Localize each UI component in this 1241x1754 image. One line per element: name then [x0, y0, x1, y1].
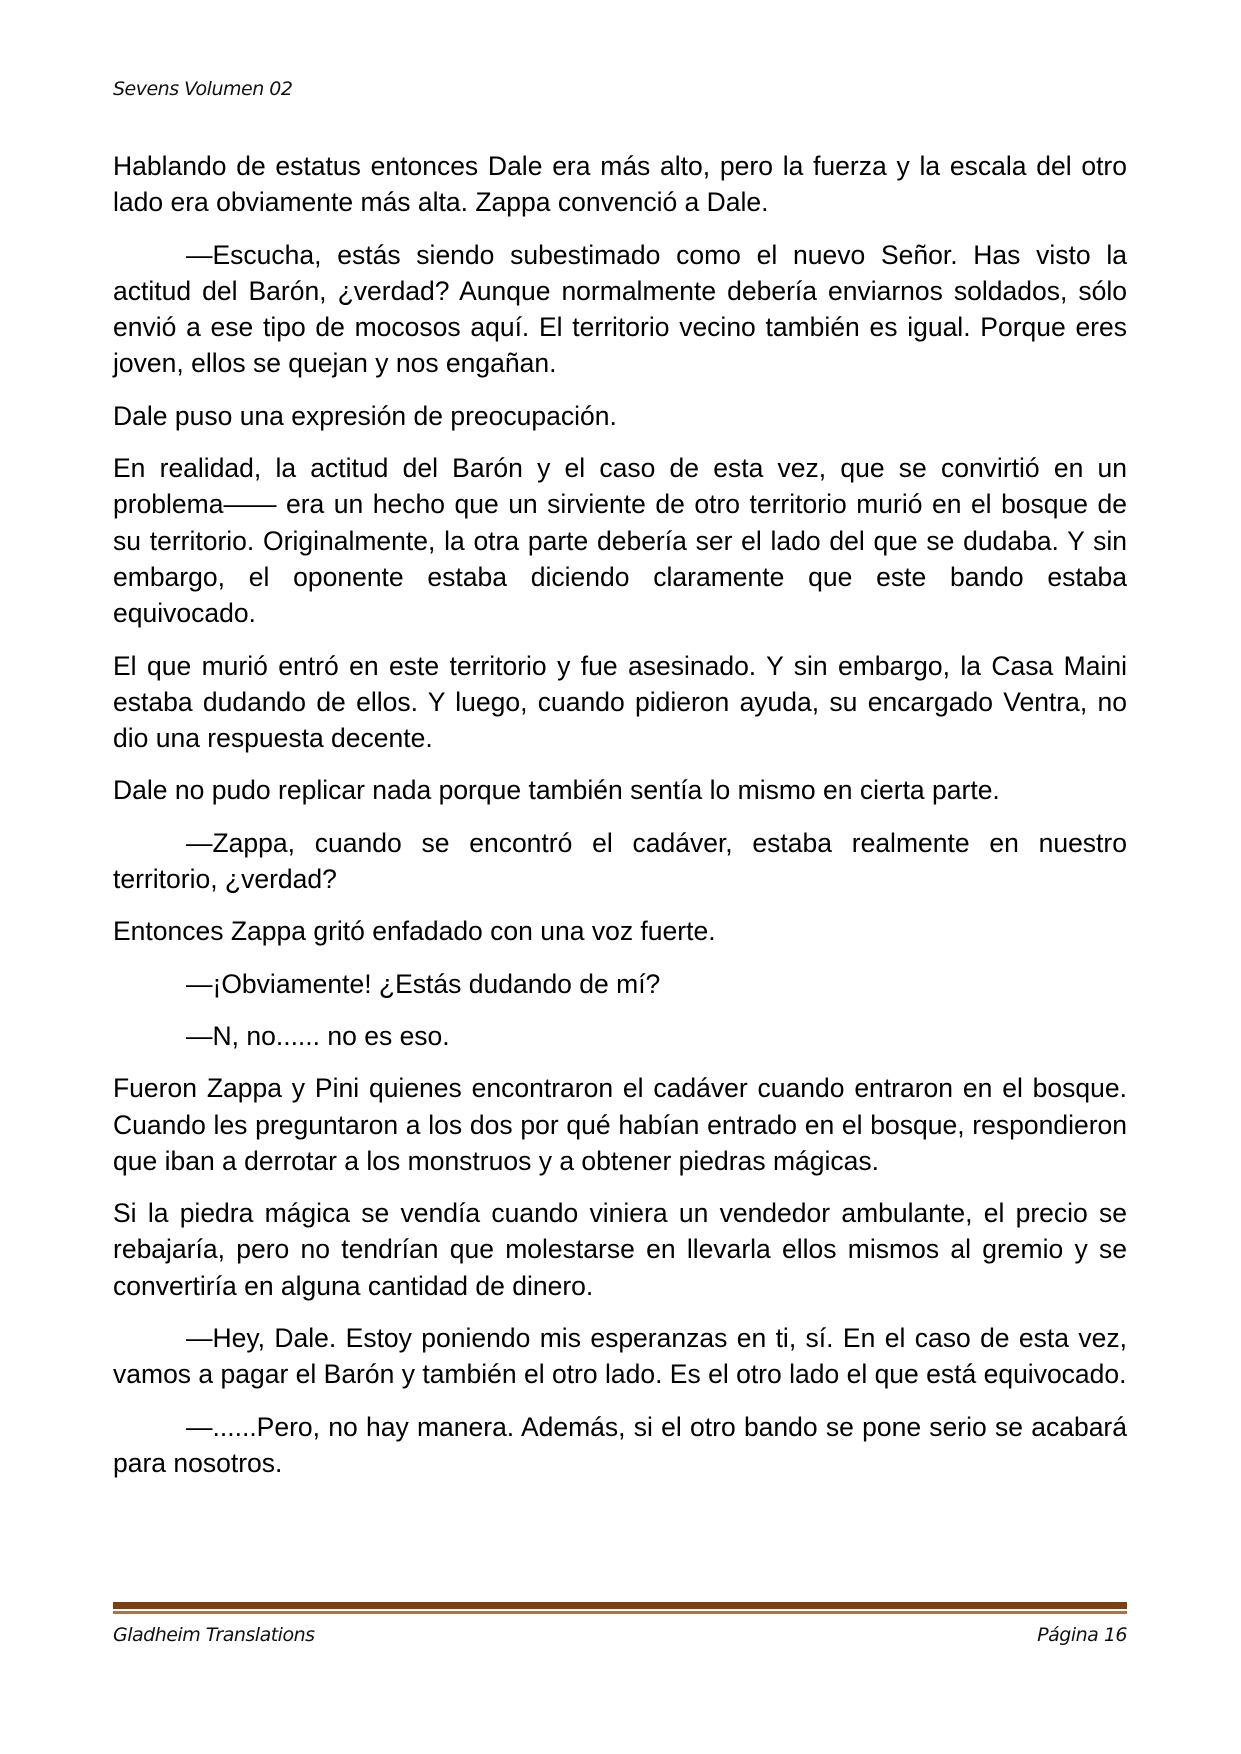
running-footer [113, 1624, 1127, 1646]
paragraph: Hablando de estatus entonces Dale era más alto, pero la fuerza y la escala del otro lado era obviamente más alta. Zappa convenció a Dale. [113, 151, 1127, 218]
page-body [113, 148, 1127, 1497]
footer-credit: Gladheim Translations [113, 1624, 315, 1646]
paragraph: En realidad, la actitud del Barón y el caso de esta vez, que se convirtió en un problema—— era un hecho que un sirviente de otro territorio murió en el bosque de su territorio. Originalmente, la otra parte debería ser el lado del que se dudaba. Y sin embargo, el oponente estaba diciendo claramente que este bando estaba equivocado. [113, 453, 1127, 629]
paragraph: El que murió entró en este territorio y fue asesinado. Y sin embargo, la Casa Maini estaba dudando de ellos. Y luego, cuando pidieron ayuda, su encargado Ventra, no dio una respuesta decente. [113, 650, 1127, 754]
paragraph: Fueron Zappa y Pini quienes encontraron el cadáver cuando entraron en el bosque. Cuando les preguntaron a los dos por qué habían entrado en el bosque, respondieron que iban a derrotar a los monstruos y a obtener piedras mágicas. [113, 1073, 1127, 1176]
dialogue-paragraph: —Hey, Dale. Estoy poniendo mis esperanzas en ti, sí. En el caso de esta vez, vamos a pagar el Barón y también el otro lado. Es el otro lado el que está equivocado. [113, 1323, 1127, 1390]
paragraph: Dale puso una expresión de preocupación. [113, 400, 617, 431]
footer-divider [113, 1602, 1127, 1614]
dialogue-paragraph: —¡Obviamente! ¿Estás dudando de mí? [186, 968, 661, 999]
dialogue-paragraph: —Zappa, cuando se encontró el cadáver, estaba realmente en nuestro territorio, ¿verdad? [113, 827, 1127, 895]
page-number: Página 16 [1037, 1624, 1127, 1646]
paragraph: Si la piedra mágica se vendía cuando viniera un vendedor ambulante, el precio se rebajaría, pero no tendrían que molestarse en llevarla ellos mismos al gremio y se convertiría en alguna cantidad de dinero. [113, 1198, 1127, 1301]
paragraph: Entonces Zappa gritó enfadado con una voz fuerte. [113, 916, 716, 947]
dialogue-paragraph: —N, no...... no es eso. [186, 1020, 450, 1051]
running-header: Sevens Volumen 02 [113, 78, 293, 100]
paragraph: Dale no pudo replicar nada porque también sentía lo mismo en cierta parte. [113, 775, 1000, 806]
dialogue-paragraph: —Escucha, estás siendo subestimado como el nuevo Señor. Has visto la actitud del Barón, ¿verdad? Aunque normalmente debería enviarnos soldados, sólo envió a ese tipo de mocosos aquí. El territorio vecino también es igual. Porque eres joven, ellos se quejan y nos engañan. [113, 239, 1127, 379]
dialogue-paragraph: —......Pero, no hay manera. Además, si el otro bando se pone serio se acabará para nosotros. [113, 1411, 1127, 1478]
